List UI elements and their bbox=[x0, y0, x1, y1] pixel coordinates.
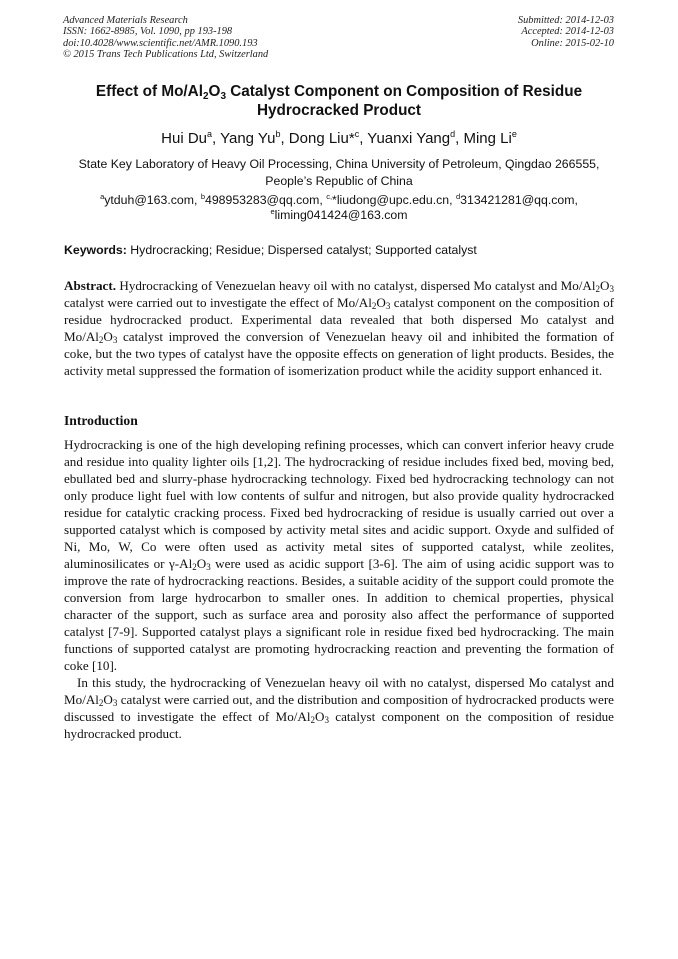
email-1: $^a$ytduh@163.com, bbox=[100, 192, 201, 207]
paper-title bbox=[60, 82, 618, 120]
journal-issn: ISSN: 1662-8985, Vol. 1090, pp 193-198 bbox=[63, 26, 233, 38]
keywords-line bbox=[64, 242, 614, 258]
journal-doi: doi:10.4028/www.scientific.net/AMR.1090.193 bbox=[63, 37, 258, 49]
intro-paragraph-2: In this study, the hydrocracking of Venezuelan heavy oil with no catalyst, dispersed Mo catalyst and $Mo/Al_2O_3$ catalyst were carried out, and the distribution and composition of hydrocracked products were discussed to investigate the effect of $Mo/Al_2O_3$ catalyst component on the composition of residue hydrocracked product. bbox=[64, 675, 614, 741]
email-5: $^e$liming041424@163.com bbox=[270, 207, 408, 222]
author-2: Yang Yu$^b$, bbox=[220, 129, 289, 147]
author-3: Dong Liu*$^c$, bbox=[288, 129, 368, 147]
journal-name: Advanced Materials Research bbox=[63, 15, 188, 26]
journal-header-right bbox=[364, 15, 614, 49]
submitted-date: Submitted: 2014-12-03 bbox=[517, 15, 614, 26]
title-subscript-2: 2 bbox=[202, 91, 209, 102]
title-text-2: O bbox=[208, 83, 221, 100]
title-text-3: Catalyst Component on Composition of Residue Hydrocracked Product bbox=[226, 83, 583, 119]
keywords-text: Hydrocracking; Residue; Dispersed catalyst; Supported catalyst bbox=[126, 243, 477, 257]
title-text-1: Effect of Mo/Al bbox=[95, 83, 203, 100]
email-2: $^b$498953283@qq.com, bbox=[200, 192, 327, 207]
abstract-label: Abstract. bbox=[64, 278, 116, 293]
title-subscript-3: 3 bbox=[220, 91, 226, 102]
affiliation: State Key Laboratory of Heavy Oil Processing, China University of Petroleum, Qingdao 266555, People’s Republic of China bbox=[78, 157, 600, 188]
accepted-date: Accepted: 2014-12-03 bbox=[521, 26, 614, 38]
journal-copyright: © 2015 Trans Tech Publications Ltd, Switzerland bbox=[63, 49, 269, 61]
author-5: Ming Li$^e$ bbox=[463, 129, 517, 147]
author-1: Hui Du$^a$, bbox=[161, 129, 221, 147]
keywords-label: Keywords: bbox=[64, 243, 127, 257]
abstract: Abstract. Hydrocracking of Venezuelan heavy oil with no catalyst, dispersed Mo catalyst and $Mo/Al_2O_3$ catalyst were carried out to investigate the effect of $Mo/Al_2O_3$ catalyst component on the composition of residue hydrocracked product. Experimental data revealed that both dispersed Mo catalyst and $Mo/Al_2O_3$ catalyst improved the conversion of Venezuelan heavy oil and inhibited the formation of coke, but the two types of catalyst have the opposite effects on generation of light products. Besides, the activity metal suppressed the formation of isomerization product while the acidity support enhanced it. bbox=[64, 278, 614, 378]
introduction-heading: Introduction bbox=[64, 413, 138, 428]
online-date: Online: 2015-02-10 bbox=[531, 37, 614, 49]
email-4: $^d$313421281@qq.com, bbox=[455, 192, 578, 207]
email-3: $^{c,}$*liudong@upc.edu.cn, bbox=[326, 192, 456, 207]
introduction-body bbox=[64, 436, 614, 742]
author-emails bbox=[60, 193, 618, 223]
journal-header-left bbox=[63, 15, 363, 61]
author-4: Yuanxi Yang$^d$, bbox=[367, 129, 464, 147]
author-list bbox=[60, 130, 618, 148]
intro-paragraph-1: Hydrocracking is one of the high developing refining processes, which can convert inferior heavy crude and residue into quality lighter oils [1,2]. The hydrocracking of residue includes fixed bed, moving bed, ebullated bed and slurry-phase hydrocracking technology. Fixed bed hydrocracking technology can not only produce light fuel with low contents of sulfur and nitrogen, but also provide quality hydrocracked residue for catalytic cracking process. Fixed bed hydrocracking of residue is usually carried out over a supported catalyst which is composed by activity metal sites and acidic support. Oxyde and sulfided of Ni, Mo, W, Co were often used as activity metal sites of supported catalyst, while zeolites, aluminosilicates or $\gamma-Al_2O_3$ were used as acidic support [3-6]. The aim of using acidic support was to improve the rate of hydrocracking reactions. Besides, a suitable acidity of the support could promote the conversion from large hydrocarbon to smaller ones. In addition to chemical properties, physical character of the support, such as surface area and porosity also affect the performance of supported catalyst [7-9]. Supported catalyst plays a significant role in residue fixed bed hydrocracking. The main functions of supported catalyst are promoting hydrocracking reaction and preventing the formation of coke [10]. bbox=[64, 437, 614, 673]
